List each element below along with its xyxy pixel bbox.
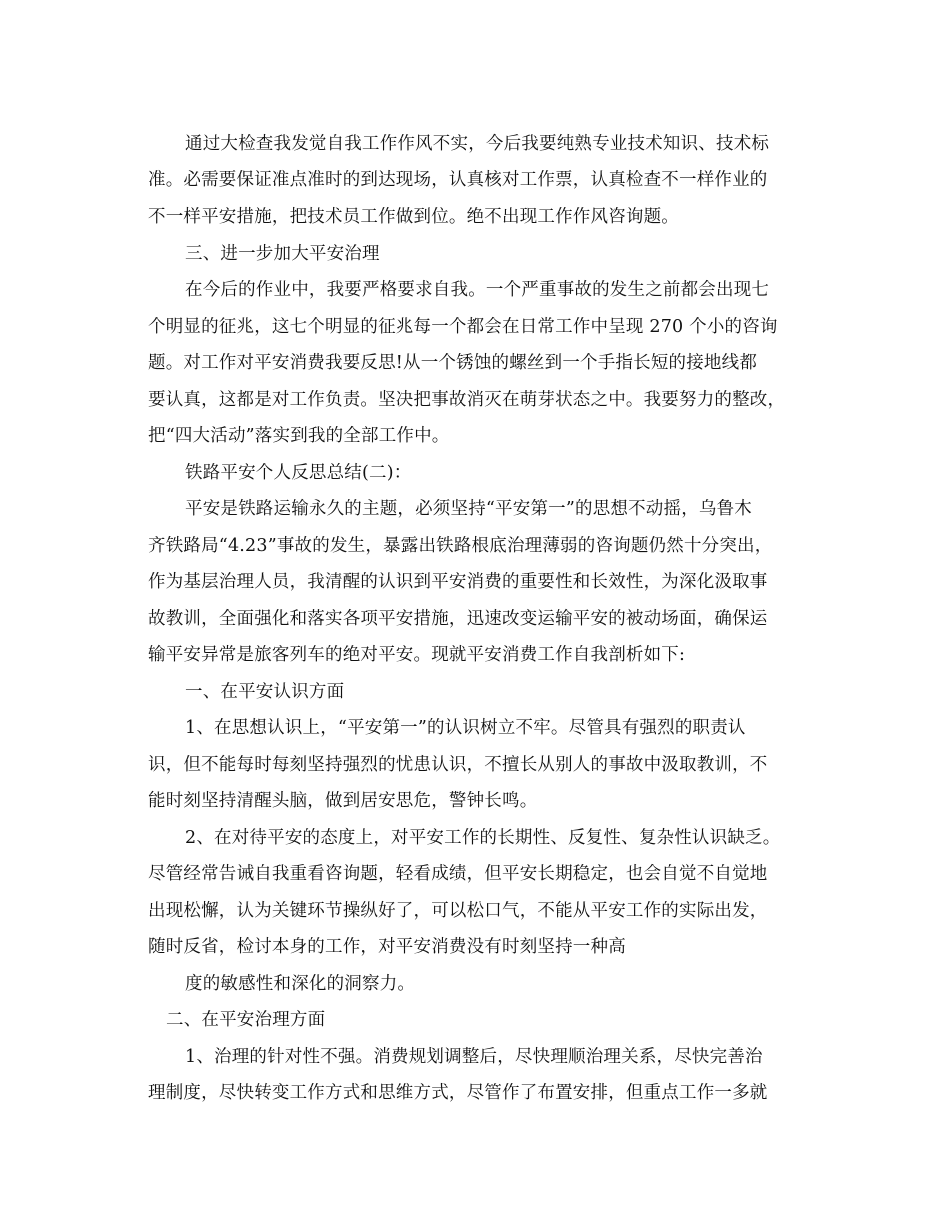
paragraph-line: 故教训，全面强化和落实各项平安措施，迅速改变运输平安的被动场面，确保运 [148,609,768,629]
paragraph-line: 尽管经常告诫自我重看咨询题，轻看成绩，但平安长期稳定，也会自觉不自觉地 [148,864,768,884]
paragraph-line: 1、治理的针对性不强。消费规划调整后，尽快理顺治理关系，尽快完善治 [185,1047,763,1067]
paragraph-line: 不一样平安措施，把技术员工作做到位。绝不出现工作作风咨询题。 [148,207,679,227]
paragraph-line: 题。对工作对平安消费我要反思!从一个锈蚀的螺丝到一个手指长短的接地线都 [148,353,758,373]
paragraph-line: 通过大检查我发觉自我工作作风不实，今后我要纯熟专业技术知识、技术标 [185,134,770,154]
paragraph-line: 把“四大活动”落实到我的全部工作中。 [148,426,450,446]
paragraph-line: 个明显的征兆，这七个明显的征兆每一个都会在日常工作中呈现 270 个小的咨询 [148,317,778,337]
paragraph-line: 能时刻坚持清醒头脑，做到居安思危，警钟长鸣。 [148,791,538,811]
paragraph-line: 1、在思想认识上，“平安第一”的认识树立不牢。尽管具有强烈的职责认 [185,718,746,738]
section-heading: 铁路平安个人反思总结(二)： [185,463,412,483]
paragraph-line: 识，但不能每时每刻坚持强烈的忧患认识，不擅长从别人的事故中汲取教训，不 [148,755,768,775]
paragraph-line: 在今后的作业中，我要严格要求自我。一个严重事故的发生之前都会出现七 [185,280,770,300]
paragraph-line: 度的敏感性和深化的洞察力。 [185,974,416,994]
paragraph-line: 准。必需要保证准点准时的到达现场，认真核对工作票，认真检查不一样作业的 [148,170,768,190]
paragraph-line: 输平安异常是旅客列车的绝对平安。现就平安消费工作自我剖析如下: [148,645,686,665]
paragraph-line: 要认真，这都是对工作负责。坚决把事故消灭在萌芽状态之中。我要努力的整改， [148,390,786,410]
section-heading: 二、在平安治理方面 [166,1010,326,1030]
paragraph-line: 平安是铁路运输永久的主题，必须坚持“平安第一”的思想不动摇，乌鲁木 [185,499,752,519]
paragraph-line: 随时反省，检讨本身的工作，对平安消费没有时刻坚持一种高 [148,937,626,957]
section-heading: 三、进一步加大平安治理 [185,244,380,264]
paragraph-line: 出现松懈，认为关键环节操纵好了，可以松口气，不能从平安工作的实际出发， [148,901,768,921]
paragraph-line: 理制度，尽快转变工作方式和思维方式，尽管作了布置安排，但重点工作一多就 [148,1083,768,1103]
paragraph-line: 齐铁路局“4.23”事故的发生，暴露出铁路根底治理薄弱的咨询题仍然十分突出， [148,536,773,556]
section-heading: 一、在平安认识方面 [185,682,345,702]
paragraph-line: 作为基层治理人员，我清醒的认识到平安消费的重要性和长效性，为深化汲取事 [148,572,768,592]
paragraph-line: 2、在对待平安的态度上，对平安工作的长期性、反复性、复杂性认识缺乏。 [185,828,781,848]
